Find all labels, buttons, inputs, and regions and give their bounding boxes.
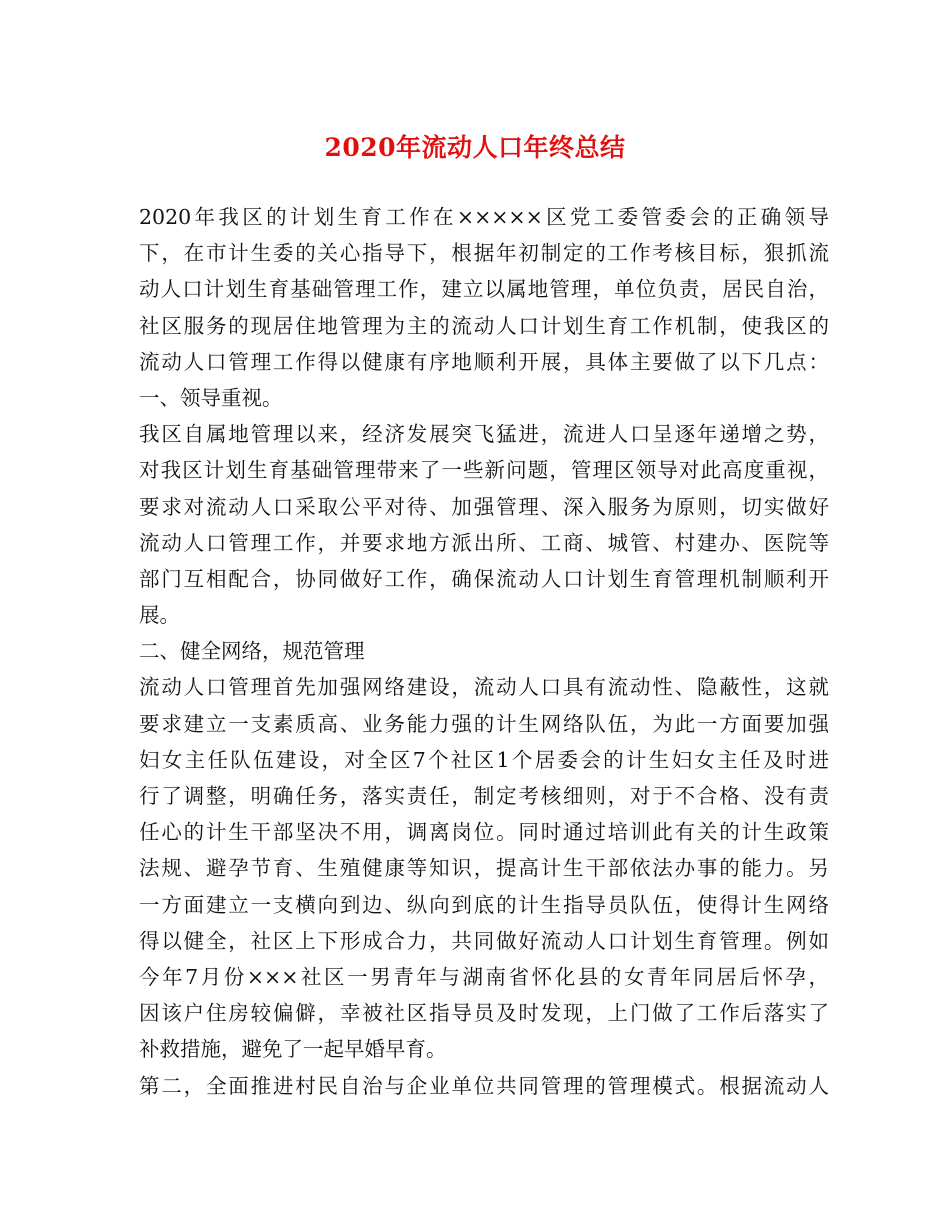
- body-line: 补救措施，避免了一起早婚早育。: [139, 1037, 447, 1062]
- body-line: 流动人口管理工作得以健康有序地顺利开展，具体主要做了以下几点：: [139, 349, 829, 374]
- body-line: 行了调整，明确任务，落实责任，制定考核细则，对于不合格、没有责: [139, 784, 829, 808]
- body-line: 要求对流动人口采取公平对待、加强管理、深入服务为原则，切实做好: [139, 494, 829, 519]
- body-line: 展。: [139, 603, 180, 628]
- body-line: 我区自属地管理以来，经济发展突飞猛进，流进人口呈逐年递增之势，: [139, 422, 829, 447]
- section-heading: 二、健全网络，规范管理: [139, 639, 365, 664]
- body-line: 任心的计生干部坚决不用，调离岗位。同时通过培训此有关的计生政策: [139, 820, 829, 845]
- body-line: 动人口计划生育基础管理工作，建立以属地管理，单位负责，居民自治，: [139, 277, 829, 302]
- body-line: 流动人口管理首先加强网络建设，流动人口具有流动性、隐蔽性，这就: [139, 675, 829, 700]
- body-line: 因该户住房较偏僻，幸被社区指导员及时发现，上门做了工作后落实了: [139, 1001, 829, 1026]
- body-line: 下，在市计生委的关心指导下，根据年初制定的工作考核目标，狠抓流: [139, 241, 829, 266]
- body-line: 对我区计划生育基础管理带来了一些新问题，管理区领导对此高度重视，: [139, 458, 829, 483]
- document-body: [139, 199, 829, 1104]
- body-line: 法规、避孕节育、生殖健康等知识，提高计生干部依法办事的能力。另: [139, 856, 829, 881]
- body-line: 今年7月份×××社区一男青年与湖南省怀化县的女青年同居后怀孕，: [139, 964, 829, 989]
- body-line: 妇女主任队伍建设，对全区7个社区1个居委会的计生妇女主任及时进: [139, 747, 829, 772]
- section-heading: 一、领导重视。: [139, 385, 283, 410]
- body-line: 得以健全，社区上下形成合力，共同做好流动人口计划生育管理。例如: [139, 928, 829, 953]
- body-line: 流动人口管理工作，并要求地方派出所、工商、城管、村建办、医院等: [139, 530, 829, 555]
- body-line: 社区服务的现居住地管理为主的流动人口计划生育工作机制，使我区的: [139, 313, 829, 338]
- body-line: 第二，全面推进村民自治与企业单位共同管理的管理模式。根据流动人: [139, 1073, 829, 1098]
- body-line: 要求建立一支素质高、业务能力强的计生网络队伍，为此一方面要加强: [139, 711, 829, 736]
- document-title: 2020年流动人口年终总结: [324, 133, 626, 162]
- body-line: 一方面建立一支横向到边、纵向到底的计生指导员队伍，使得计生网络: [139, 892, 829, 917]
- body-line: 2020年我区的计划生育工作在×××××区党工委管委会的正确领导: [139, 205, 829, 229]
- body-line: 部门互相配合，协同做好工作，确保流动人口计划生育管理机制顺利开: [139, 566, 829, 591]
